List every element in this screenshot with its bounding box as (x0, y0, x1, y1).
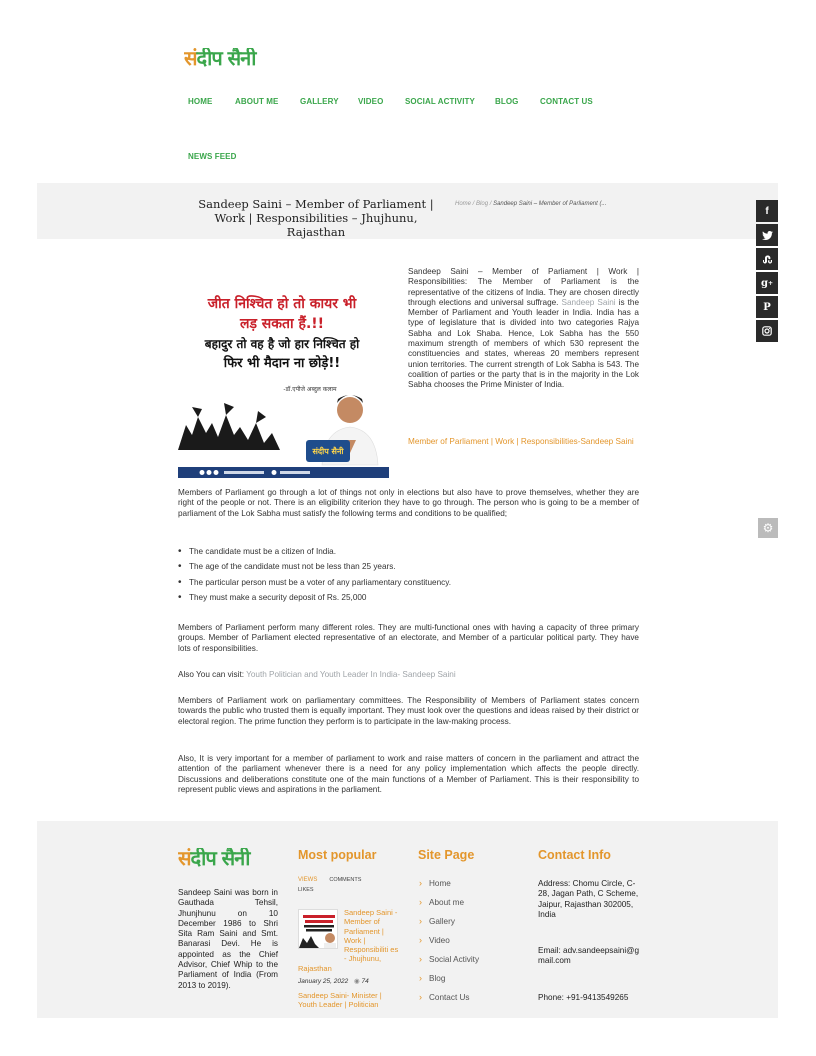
poster-line-2: लड़ सकता हैं.!! (239, 316, 325, 332)
breadcrumb-blog[interactable]: Blog (476, 201, 489, 207)
nav-home[interactable]: HOME (188, 97, 213, 106)
page-title: Sandeep Saini – Member of Parliament | Work | Responsibilities – Jhujhunu, Rajasthan (198, 197, 434, 239)
article-paragraph-3: Members of Parliament work on parliamentary committees. The Responsibility of Members of Parliament states concern towards the public who trusted them is equally important. They must look over the questions and ideas raised by their district or electoral region. The prime function they perform is to participate in the law-making process. (178, 696, 639, 726)
eligibility-list (178, 547, 639, 608)
footer-site-page-heading: Site Page (418, 848, 475, 862)
poster-person-head (337, 397, 363, 423)
popular-post-1-views: 74 (361, 978, 369, 985)
twitter-icon[interactable] (756, 224, 778, 246)
site-footer (37, 821, 778, 1018)
nav-blog[interactable]: BLOG (495, 97, 519, 106)
breadcrumb-separator: / (488, 201, 494, 207)
footer-phone[interactable]: Phone: +91-9413549265 (538, 993, 629, 1002)
nav-news-feed[interactable]: NEWS FEED (188, 152, 237, 161)
footer-most-popular-heading: Most popular (298, 848, 377, 862)
tab-likes[interactable]: LIKES (298, 887, 314, 893)
popular-post-2-title[interactable]: Sandeep Saini- Minister | Youth Leader | Politician (298, 991, 382, 1010)
footer-link-gallery[interactable]: › Gallery (419, 917, 479, 936)
footer-address: Address: Chomu Circle, C-28, Jagan Path, C Scheme, Jaipur, Rajasthan 302005, India (538, 879, 639, 919)
list-item: • The candidate must be a citizen of India. (178, 547, 639, 562)
logo-text-svg: संदीप सैनी (184, 48, 256, 70)
poster-line-3: बहादुर तो वह है जो हार निश्चित हो (204, 337, 360, 351)
footer-link-blog[interactable]: › Blog (419, 974, 479, 993)
footer-link-social-activity[interactable]: › Social Activity (419, 955, 479, 974)
settings-gear-icon[interactable]: ⚙ (758, 518, 778, 538)
footer-link-home[interactable]: › Home (419, 879, 479, 898)
breadcrumb-current: Sandeep Saini – Member of Parliament (... (493, 201, 607, 207)
popular-post-1-title[interactable]: Sandeep Saini - Member of Parliament | Work | Responsibiliti es - Jhujhunu, (344, 908, 399, 964)
poster-line-4: फिर भी मैदान ना छोड़े!! (223, 356, 341, 371)
pinterest-icon[interactable]: P (756, 296, 778, 318)
nav-contact-us[interactable]: CONTACT US (540, 97, 593, 106)
social-share-bar (756, 200, 778, 344)
poster-name: संदीप सैनी (312, 447, 344, 456)
nav-video[interactable]: VIDEO (358, 97, 384, 106)
also-visit-link[interactable]: Youth Politician and Youth Leader In India- Sandeep Saini (246, 670, 456, 679)
footer-logo[interactable] (178, 848, 270, 870)
google-plus-icon[interactable]: g + (756, 272, 778, 294)
footer-contact-heading: Contact Info (538, 848, 611, 862)
article-intro (408, 267, 639, 391)
list-item: • The age of the candidate must not be less than 25 years. (178, 562, 639, 577)
tab-comments[interactable]: COMMENTS (329, 877, 362, 883)
popular-post-1-meta (298, 977, 369, 985)
footer-site-links (419, 879, 479, 1012)
popular-post-1-date: January 25, 2022 (298, 978, 349, 985)
nav-social-activity[interactable]: SOCIAL ACTIVITY (405, 97, 475, 106)
article-paragraph-4: Also, It is very important for a member of parliament to work and raise matters of concern in the parliament and attract the attention of the parliament whenever there is a need for any policy implementation which affects the people directly. Discussions and deliberations constitute one of the main functions of a Member of Parliament. This is their responsibility to represent public views and aspirations in the parliament. (178, 754, 639, 794)
site-logo[interactable] (184, 48, 272, 70)
footer-email[interactable]: Email: adv.sandeepsaini@gmail.com (538, 946, 640, 966)
list-item: • The particular person must be a voter of any parliamentary constituency. (178, 578, 639, 593)
popular-post-1-title-tail[interactable]: Rajasthan (298, 964, 332, 973)
eye-icon: ◉ (354, 978, 360, 985)
popular-tabs (298, 875, 361, 895)
breadcrumb-home[interactable]: Home (455, 201, 472, 207)
nav-about-me[interactable]: ABOUT ME (235, 97, 279, 106)
footer-link-video[interactable]: › Video (419, 936, 479, 955)
footer-link-contact-us[interactable]: › Contact Us (419, 993, 479, 1012)
popular-post-thumbnail[interactable] (298, 909, 338, 949)
nav-gallery[interactable]: GALLERY (300, 97, 339, 106)
facebook-icon[interactable]: f (756, 200, 778, 222)
footer-logo-text: संदीप सैनी (178, 848, 250, 870)
article-featured-image (178, 275, 389, 478)
tab-views[interactable]: VIEWS (298, 877, 318, 883)
intro-text-end: is the Member of Parliament and Youth leader in India. India has a type of legislature that is divided into two categories Rajya Sabha and Lok Shaba. Hence, Lok Sabha has the 550 maximum strength of members of which 530 represent the constituencies and states, whereas 20 members represent union territories. The current strength of Lok Sabha is 543. The coalition of parties or the party that is in the majority in the Lok Sabha chooses the Prime Minister of India. (408, 297, 640, 390)
footer-link-about-me[interactable]: › About me (419, 898, 479, 917)
also-visit-label: Also You can visit: (178, 670, 247, 679)
intro-text-start: Sandeep Saini – Member of Parliament | Work | Responsibilities: The Member of Parliament is the representative of the citizens of India. They are chosen directly through elections and universal suffrage. (408, 267, 639, 307)
intro-author-link[interactable]: Sandeep Saini (561, 297, 616, 307)
article-paragraph-2: Members of Parliament perform many different roles. They are multi-functional ones with having a capacity of three primary groups. Member of Parliament elected representative of an electorate, and Member of a particular political party. They have lots of responsibilities. (178, 623, 639, 653)
stumbleupon-icon[interactable] (756, 248, 778, 270)
poster-line-1: जीत निश्चित हो तो कायर भी (207, 296, 357, 312)
poster-quote-author: -डॉ.एपीजे अब्दुल कलाम (283, 386, 337, 393)
breadcrumb-separator: / (471, 201, 477, 207)
image-caption-link[interactable]: Member of Parliament | Work | Responsibilities-Sandeep Saini (408, 437, 634, 446)
list-item: • They must make a security deposit of Rs. 25,000 (178, 593, 639, 608)
footer-about: Sandeep Saini was born in Gauthada Tehsil, Jhunjhunu on 10 December 1986 to Shri Sita Ram Saini and Smt. Banarasi Devi. He is appointed as the Chief Advisor, Chief Whip to the Parliament of India (From 2013 to 2019). (178, 888, 278, 990)
instagram-icon[interactable] (756, 320, 778, 342)
breadcrumb (455, 201, 606, 207)
article-paragraph-1: Members of Parliament go through a lot of things not only in elections but also have to prove themselves, whether they are right of the people or not. There is an eligibility criterion they have to go through. The person who is going to be a member of parliament of the Lok Sabha must satisfy the following terms and conditions to be qualified; (178, 488, 639, 518)
also-visit (178, 670, 456, 679)
